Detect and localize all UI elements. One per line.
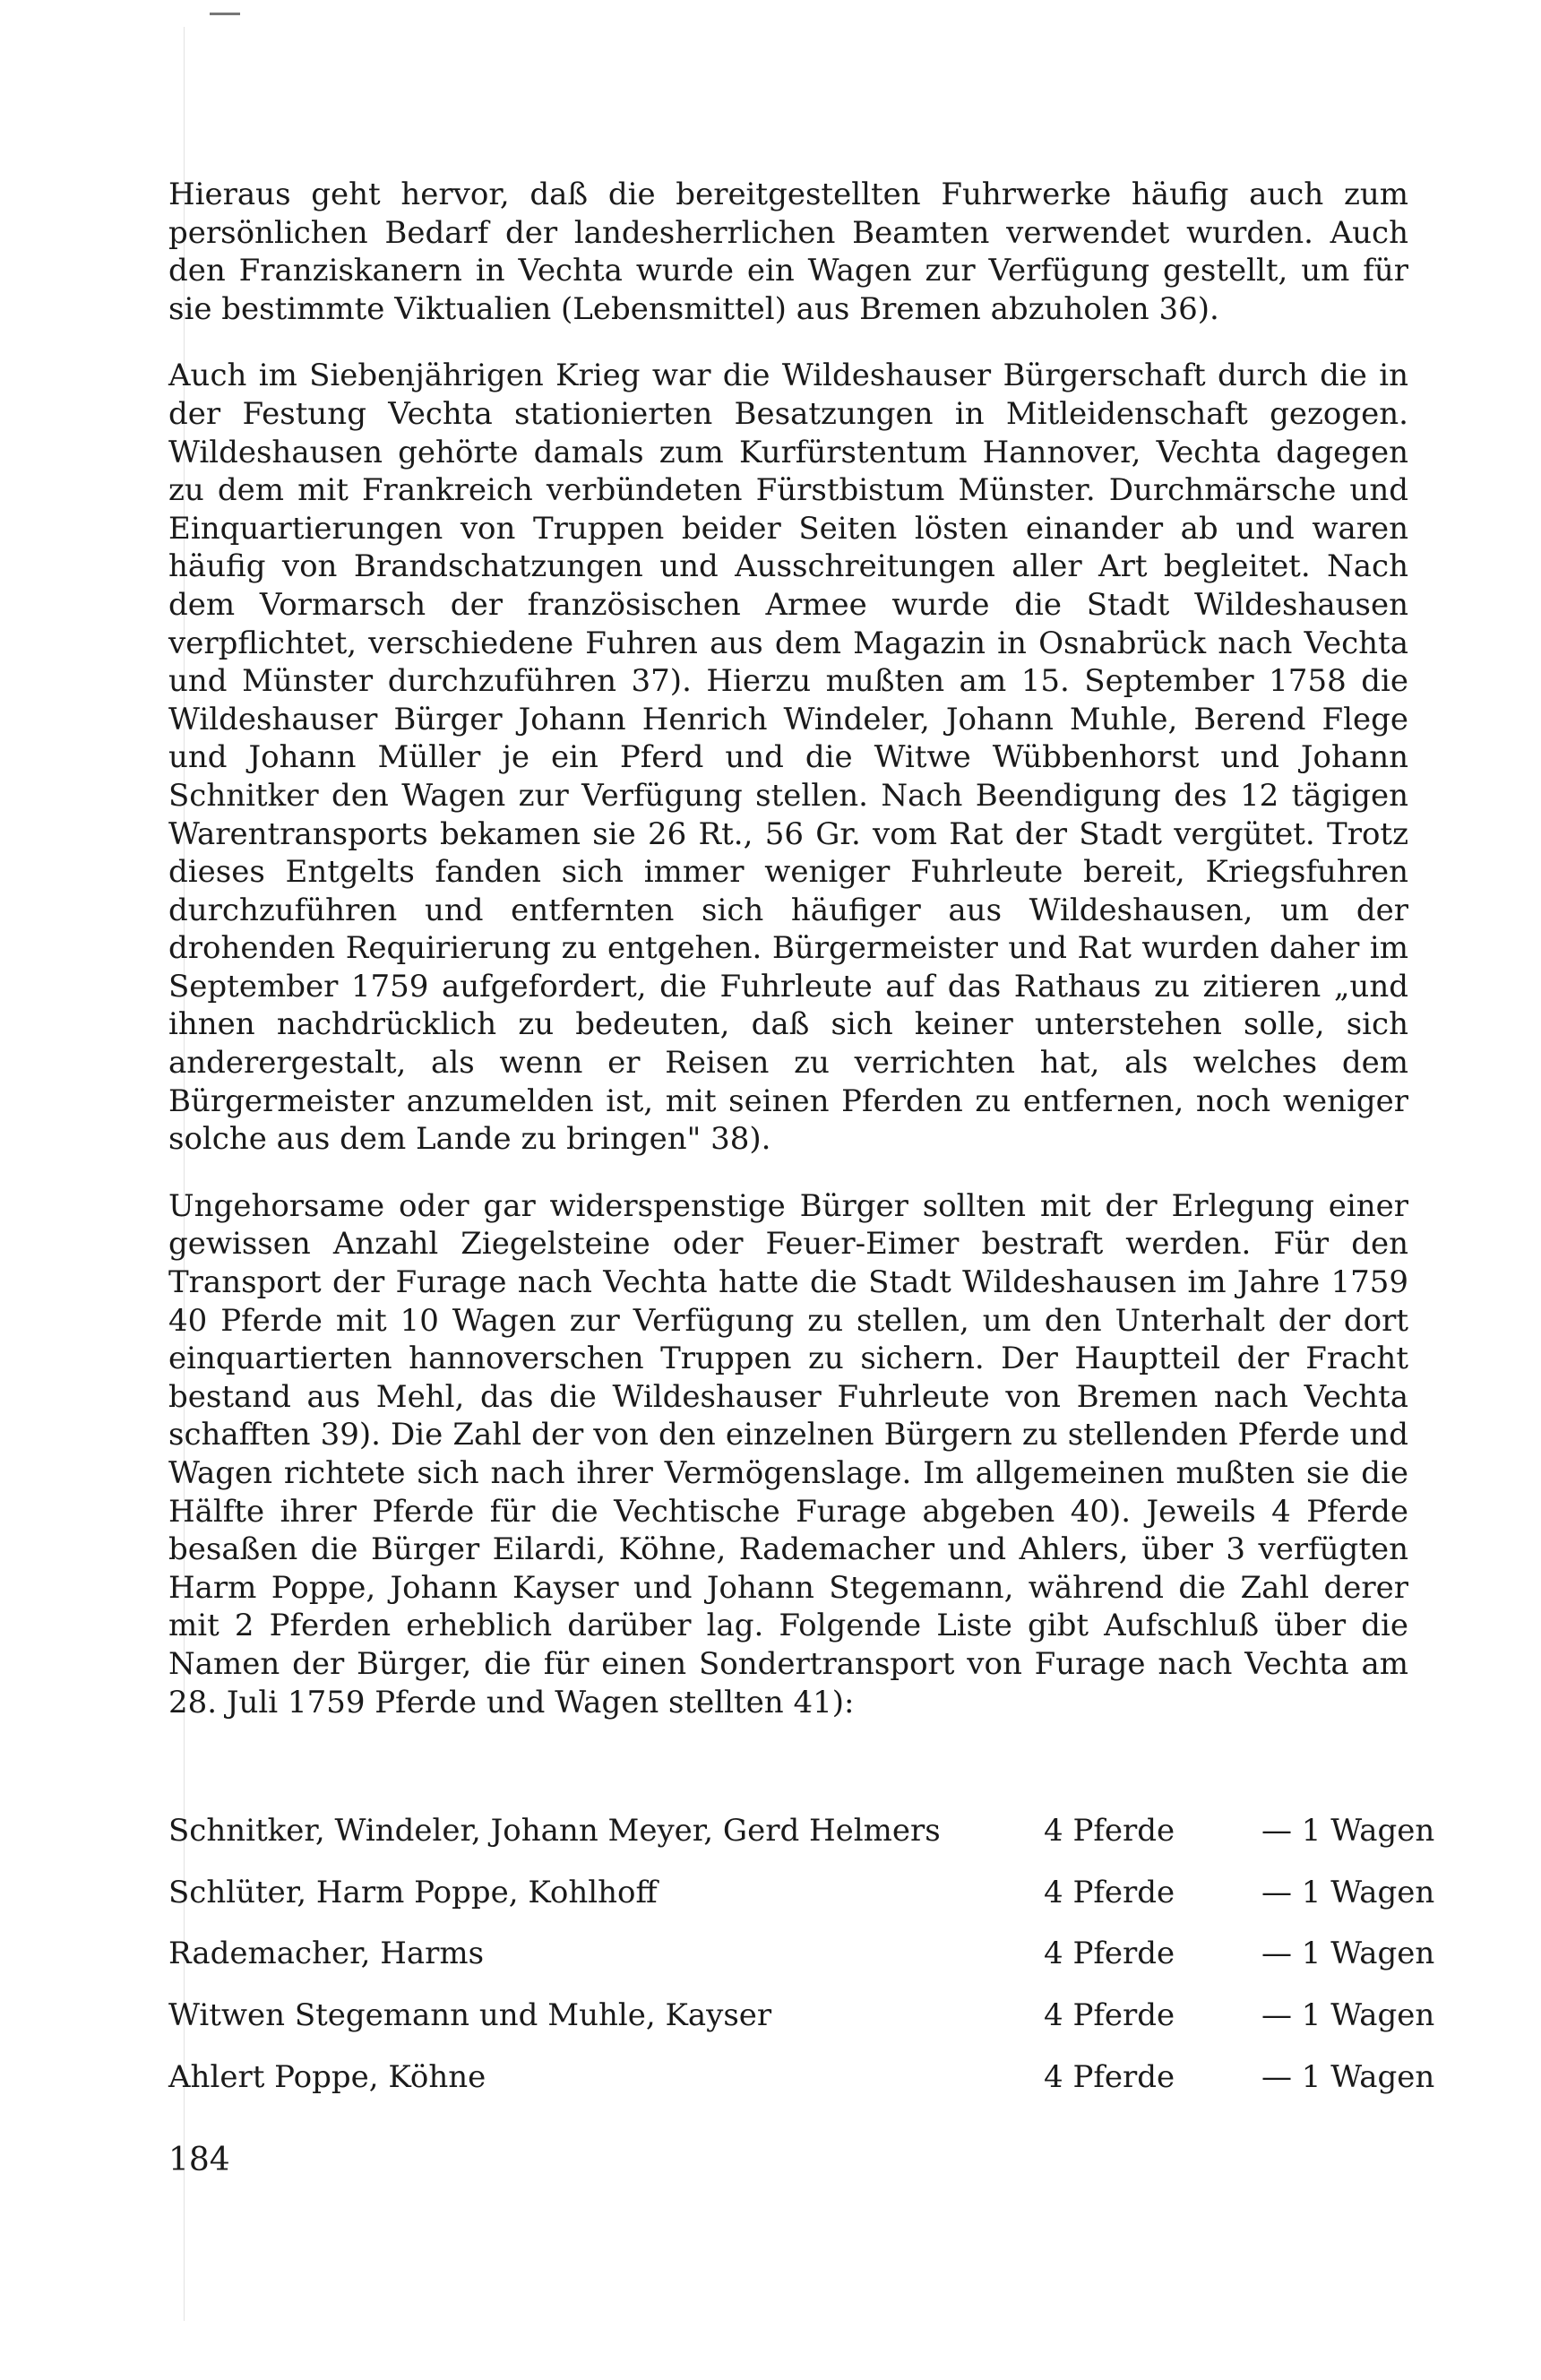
list-item-wagons: — 1 Wagen <box>1261 1997 1435 2034</box>
list-item-names: Schlüter, Harm Poppe, Kohlhoff <box>168 1874 658 1910</box>
list-item-wagons: — 1 Wagen <box>1261 1936 1435 1972</box>
list-item-wagons: — 1 Wagen <box>1261 1874 1435 1910</box>
paragraph-2: Auch im Siebenjährigen Krieg war die Wildeshauser Bürgerschaft durch die in der Festung Vechta stationierten Besatzungen in Mitleidenschaft gezogen. Wildeshausen gehörte damals zum Kurfürstentum Hannover, Vechta dagegen zu dem mit Frankreich verbündeten Fürstbistum Münster. Durchmärsche und Einquartierungen von Truppen beider Seiten lösten einander ab und waren häufig von Brandschatzungen und Ausschreitungen aller Art begleitet. Nach dem Vormarsch der französischen Armee wurde die Stadt Wildeshausen verpflichtet, verschiedene Fuhren aus dem Magazin in Osnabrück nach Vechta und Münster durchzuführen 37). Hierzu mußten am 15. September 1758 die Wildeshauser Bürger Johann Henrich Windeler, Johann Muhle, Berend Flege und Johann Müller je ein Pferd und die Witwe Wübbenhorst und Johann Schnitker den Wagen zur Verfügung stellen. Nach Beendigung des 12 tägigen Warentransports bekamen sie 26 Rt., 56 Gr. vom Rat der Stadt vergütet. Trotz dieses Entgelts fanden sich immer weniger Fuhrleute bereit, Kriegsfuhren durchzuführen und entfernten sich häufiger aus Wildeshausen, um der drohenden Requirierung zu entgehen. Bürgermeister und Rat wurden daher im September 1759 aufgefordert, die Fuhrleute auf das Rathaus zu zitieren „und ihnen nachdrücklich zu bedeuten, daß sich keiner unterstehen solle, sich anderergestalt, als wenn er Reisen zu verrichten hat, als welches dem Bürgermeister anzumelden ist, mit seinen Pferden zu entfernen, noch weniger solche aus dem Lande zu bringen" 38). <box>168 358 1408 1158</box>
list-item <box>168 1874 1435 1936</box>
page-number: 184 <box>168 2142 230 2178</box>
transport-list <box>168 1812 1435 2119</box>
list-item-horses: 4 Pferde <box>1044 1936 1175 1972</box>
list-item-names: Rademacher, Harms <box>168 1936 485 1972</box>
list-item <box>168 1812 1435 1874</box>
list-item-horses: 4 Pferde <box>1044 1813 1175 1849</box>
list-item-horses: 4 Pferde <box>1044 1997 1175 2034</box>
list-item-horses: 4 Pferde <box>1044 1874 1175 1910</box>
list-item-wagons: — 1 Wagen <box>1261 1813 1435 1849</box>
body-text <box>168 176 1408 1721</box>
top-dash-mark <box>210 13 240 15</box>
list-item-wagons: — 1 Wagen <box>1261 2058 1435 2095</box>
list-item <box>168 1996 1435 2058</box>
list-item-names: Ahlert Poppe, Köhne <box>168 2058 486 2095</box>
paragraph-3: Ungehorsame oder gar widerspenstige Bürger sollten mit der Erlegung einer gewissen Anzahl Ziegelsteine oder Feuer-Eimer bestraft werden. Für den Transport der Furage nach Vechta hatte die Stadt Wildeshausen im Jahre 1759 40 Pferde mit 10 Wagen zur Verfügung zu stellen, um den Unterhalt der dort einquartierten hannoverschen Truppen zu sichern. Der Hauptteil der Fracht bestand aus Mehl, das die Wildeshauser Fuhrleute von Bremen nach Vechta schafften 39). Die Zahl der von den einzelnen Bürgern zu stellenden Pferde und Wagen richtete sich nach ihrer Vermögenslage. Im allgemeinen mußten sie die Hälfte ihrer Pferde für die Vechtische Furage abgeben 40). Jeweils 4 Pferde besaßen die Bürger Eilardi, Köhne, Rademacher und Ahlers, über 3 verfügten Harm Poppe, Johann Kayser und Johann Stegemann, während die Zahl derer mit 2 Pferden erheblich darüber lag. Folgende Liste gibt Aufschluß über die Namen der Bürger, die für einen Sondertransport von Furage nach Vechta am 28. Juli 1759 Pferde und Wagen stellten 41): <box>168 1187 1408 1720</box>
list-item-horses: 4 Pferde <box>1044 2058 1175 2095</box>
list-item-names: Witwen Stegemann und Muhle, Kayser <box>168 1997 772 2034</box>
paragraph-1: Hieraus geht hervor, daß die bereitgestellten Fuhrwerke häufig auch zum persönlichen Bedarf der landesherrlichen Beamten verwendet wurden. Auch den Franziskanern in Vechta wurde ein Wagen zur Verfügung gestellt, um für sie bestimmte Viktualien (Lebensmittel) aus Bremen abzuholen 36). <box>168 177 1408 327</box>
list-item <box>168 1935 1435 1996</box>
list-item <box>168 2058 1435 2120</box>
list-item-names: Schnitker, Windeler, Johann Meyer, Gerd Helmers <box>168 1813 941 1849</box>
